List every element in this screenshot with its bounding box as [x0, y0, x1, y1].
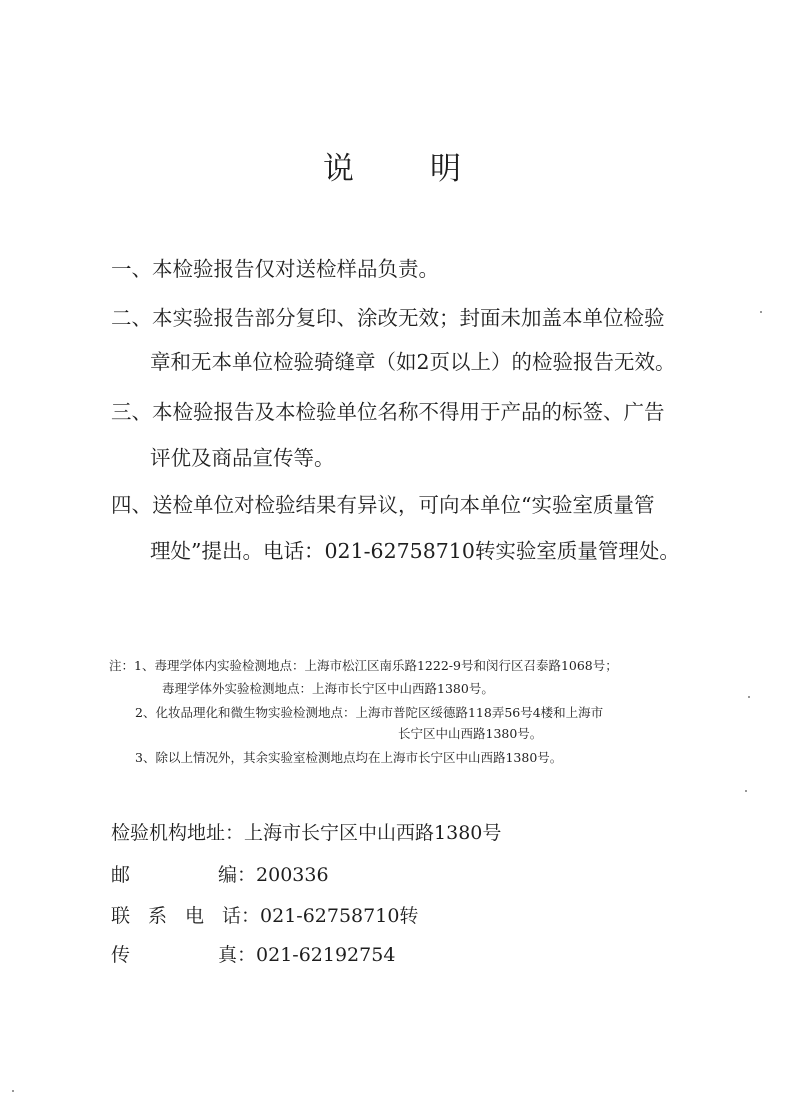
- scan-speck: [745, 790, 747, 792]
- statement-item-4-line-2: 理处”提出。电话：021-62758710转实验室质量管理处。: [150, 539, 680, 563]
- address-row: [111, 820, 501, 846]
- phone-label: 联系电话: [111, 905, 241, 927]
- note-2-line-2: 长宁区中山西路1380号。: [398, 726, 543, 741]
- postcode-row: [111, 862, 329, 888]
- note-1-line-1: 注：1、毒理学体内实验检测地点：上海市松江区南乐路1222-9号和闵行区召泰路1068号；: [109, 658, 618, 673]
- statement-item-1: 一、本检验报告仅对送检样品负责。: [111, 257, 439, 281]
- postcode-label-b: 编：: [218, 864, 257, 886]
- address-label: 检验机构地址：: [111, 822, 245, 844]
- fax-label-b: 真：: [218, 944, 257, 966]
- title-char-1: 说: [323, 151, 356, 187]
- postcode-value: 200336: [256, 864, 329, 886]
- fax-label-a: 传: [111, 944, 131, 966]
- statement-item-2-line-1: 二、本实验报告部分复印、涂改无效；封面未加盖本单位检验: [111, 306, 665, 330]
- phone-value: 021-62758710转: [260, 905, 419, 927]
- statement-item-4-line-1: 四、送检单位对检验结果有异议，可向本单位“实验室质量管: [111, 493, 655, 517]
- phone-colon: ：: [241, 905, 261, 927]
- note-3: 3、除以上情况外，其余实验室检测地点均在上海市长宁区中山西路1380号。: [135, 750, 563, 765]
- title-char-2: 明: [430, 151, 463, 187]
- phone-row: [111, 903, 418, 929]
- scan-speck: [12, 1090, 14, 1092]
- address-value: 上海市长宁区中山西路1380号: [244, 822, 502, 844]
- note-1-line-2: 毒理学体外实验检测地点：上海市长宁区中山西路1380号。: [162, 681, 494, 696]
- scan-speck: [760, 311, 762, 313]
- fax-row: [111, 942, 395, 968]
- statement-item-3-line-1: 三、本检验报告及本检验单位名称不得用于产品的标签、广告: [111, 400, 665, 424]
- page-title: [0, 143, 786, 188]
- statement-item-2-line-2: 章和无本单位检验骑缝章（如2页以上）的检验报告无效。: [150, 350, 676, 374]
- scan-speck: [748, 696, 750, 698]
- fax-value: 021-62192754: [256, 944, 396, 966]
- statement-item-3-line-2: 评优及商品宣传等。: [150, 446, 335, 470]
- postcode-label-a: 邮: [111, 864, 131, 886]
- note-2-line-1: 2、化妆品理化和微生物实验检测地点：上海市普陀区绥德路118弄56号4楼和上海市: [135, 705, 604, 720]
